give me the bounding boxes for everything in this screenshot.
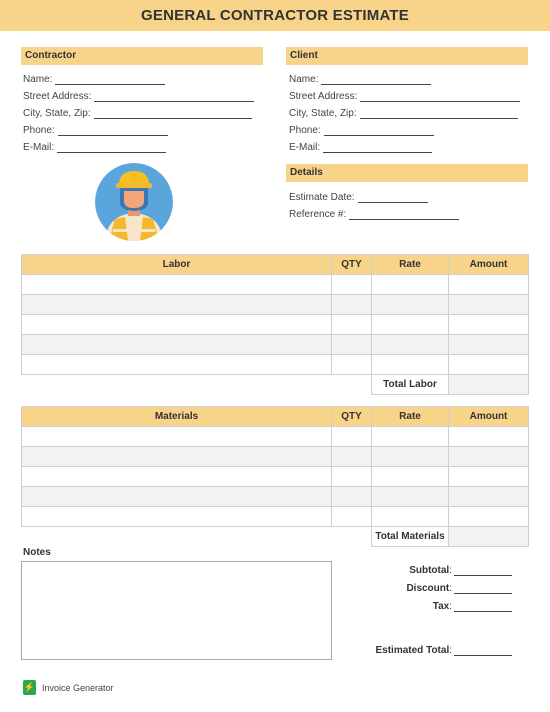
table-cell[interactable] <box>449 447 529 467</box>
contractor-avatar <box>95 163 173 241</box>
table-row <box>22 295 529 315</box>
materials-header-row <box>22 407 529 427</box>
contractor-heading: Contractor <box>21 47 263 65</box>
subtotal-field[interactable]: Subtotal : <box>409 565 512 576</box>
footer-brand[interactable] <box>23 680 114 695</box>
blank-cell <box>22 527 332 547</box>
table-row <box>22 335 529 355</box>
table-row <box>22 467 529 487</box>
table-cell[interactable] <box>332 487 372 507</box>
qty-col-header: QTY <box>332 255 372 275</box>
client-email-field[interactable] <box>289 142 432 153</box>
table-cell[interactable] <box>372 467 449 487</box>
table-cell[interactable] <box>449 315 529 335</box>
total-materials-value[interactable] <box>449 527 529 547</box>
contractor-name-field[interactable] <box>23 74 165 85</box>
client-street-label: Street Address: <box>289 91 358 102</box>
rate-col-header: Rate <box>372 407 449 427</box>
materials-table <box>21 406 529 547</box>
table-cell[interactable] <box>22 447 332 467</box>
contractor-phone-field[interactable] <box>23 125 168 136</box>
table-cell[interactable] <box>372 315 449 335</box>
labor-table <box>21 254 529 395</box>
client-name-field[interactable] <box>289 74 431 85</box>
total-materials-label: Total Materials <box>372 527 449 547</box>
tax-label: Tax <box>432 601 450 612</box>
client-name-label: Name: <box>289 74 319 85</box>
table-row <box>22 355 529 375</box>
table-cell[interactable] <box>332 315 372 335</box>
table-cell[interactable] <box>332 335 372 355</box>
tax-field[interactable]: Tax : <box>433 601 512 612</box>
client-email-label: E-Mail: <box>289 142 321 153</box>
table-cell[interactable] <box>22 295 332 315</box>
labor-header-row <box>22 255 529 275</box>
table-cell[interactable] <box>332 275 372 295</box>
table-cell[interactable] <box>449 355 529 375</box>
table-cell[interactable] <box>332 447 372 467</box>
contractor-email-label: E-Mail: <box>23 142 55 153</box>
table-cell[interactable] <box>372 275 449 295</box>
table-cell[interactable] <box>332 467 372 487</box>
reference-label: Reference #: <box>289 209 347 220</box>
table-cell[interactable] <box>332 427 372 447</box>
amount-col-header: Amount <box>449 255 529 275</box>
discount-label: Discount <box>406 583 450 594</box>
reference-field[interactable] <box>289 209 459 220</box>
client-city-field[interactable] <box>289 108 518 119</box>
table-cell[interactable] <box>22 355 332 375</box>
table-cell[interactable] <box>372 355 449 375</box>
estimated-total-field[interactable]: Estimated Total : <box>376 645 513 656</box>
table-cell[interactable] <box>372 295 449 315</box>
table-cell[interactable] <box>22 427 332 447</box>
contractor-street-field[interactable] <box>23 91 254 102</box>
table-cell[interactable] <box>449 335 529 355</box>
notes-textarea[interactable] <box>21 561 332 660</box>
client-heading: Client <box>286 47 528 65</box>
client-phone-field[interactable] <box>289 125 434 136</box>
blank-cell <box>332 375 372 395</box>
table-cell[interactable] <box>372 427 449 447</box>
total-labor-label: Total Labor <box>372 375 449 395</box>
materials-total-row <box>22 527 529 547</box>
table-cell[interactable] <box>332 355 372 375</box>
table-cell[interactable] <box>22 487 332 507</box>
labor-total-row <box>22 375 529 395</box>
table-cell[interactable] <box>372 487 449 507</box>
contractor-email-field[interactable] <box>23 142 166 153</box>
table-cell[interactable] <box>332 295 372 315</box>
table-row <box>22 275 529 295</box>
table-row <box>22 315 529 335</box>
table-cell[interactable] <box>449 295 529 315</box>
table-cell[interactable] <box>372 507 449 527</box>
contractor-city-field[interactable] <box>23 108 252 119</box>
page-title: GENERAL CONTRACTOR ESTIMATE <box>141 7 409 24</box>
contractor-street-label: Street Address: <box>23 91 92 102</box>
client-phone-label: Phone: <box>289 125 321 136</box>
title-bar <box>0 0 550 31</box>
client-city-label: City, State, Zip: <box>289 108 357 119</box>
client-street-field[interactable] <box>289 91 520 102</box>
construction-worker-icon <box>95 163 173 241</box>
table-cell[interactable] <box>372 447 449 467</box>
rate-col-header: Rate <box>372 255 449 275</box>
contractor-name-label: Name: <box>23 74 53 85</box>
table-cell[interactable] <box>22 335 332 355</box>
estimate-date-field[interactable] <box>289 192 428 203</box>
estimated-total-label: Estimated Total <box>375 645 450 656</box>
contractor-phone-label: Phone: <box>23 125 55 136</box>
table-cell[interactable] <box>372 335 449 355</box>
table-row <box>22 487 529 507</box>
table-cell[interactable] <box>449 275 529 295</box>
table-cell[interactable] <box>332 507 372 527</box>
qty-col-header: QTY <box>332 407 372 427</box>
table-cell[interactable] <box>449 427 529 447</box>
table-cell[interactable] <box>22 275 332 295</box>
discount-field[interactable]: Discount : <box>406 583 512 594</box>
amount-col-header: Amount <box>449 407 529 427</box>
table-cell[interactable] <box>22 507 332 527</box>
table-row <box>22 447 529 467</box>
total-labor-value[interactable] <box>449 375 529 395</box>
blank-cell <box>22 375 332 395</box>
table-cell[interactable] <box>22 467 332 487</box>
estimate-date-label: Estimate Date: <box>289 192 355 203</box>
details-heading: Details <box>286 164 528 182</box>
table-cell[interactable] <box>449 507 529 527</box>
notes-label: Notes <box>23 547 51 558</box>
table-cell[interactable] <box>449 487 529 507</box>
subtotal-label: Subtotal <box>409 565 450 576</box>
materials-col-header: Materials <box>22 407 332 427</box>
lightning-icon: ⚡ <box>23 680 36 695</box>
table-cell[interactable] <box>449 467 529 487</box>
table-row <box>22 507 529 527</box>
blank-cell <box>332 527 372 547</box>
table-row <box>22 427 529 447</box>
brand-name: Invoice Generator <box>42 682 114 693</box>
labor-col-header: Labor <box>22 255 332 275</box>
table-cell[interactable] <box>22 315 332 335</box>
contractor-city-label: City, State, Zip: <box>23 108 91 119</box>
